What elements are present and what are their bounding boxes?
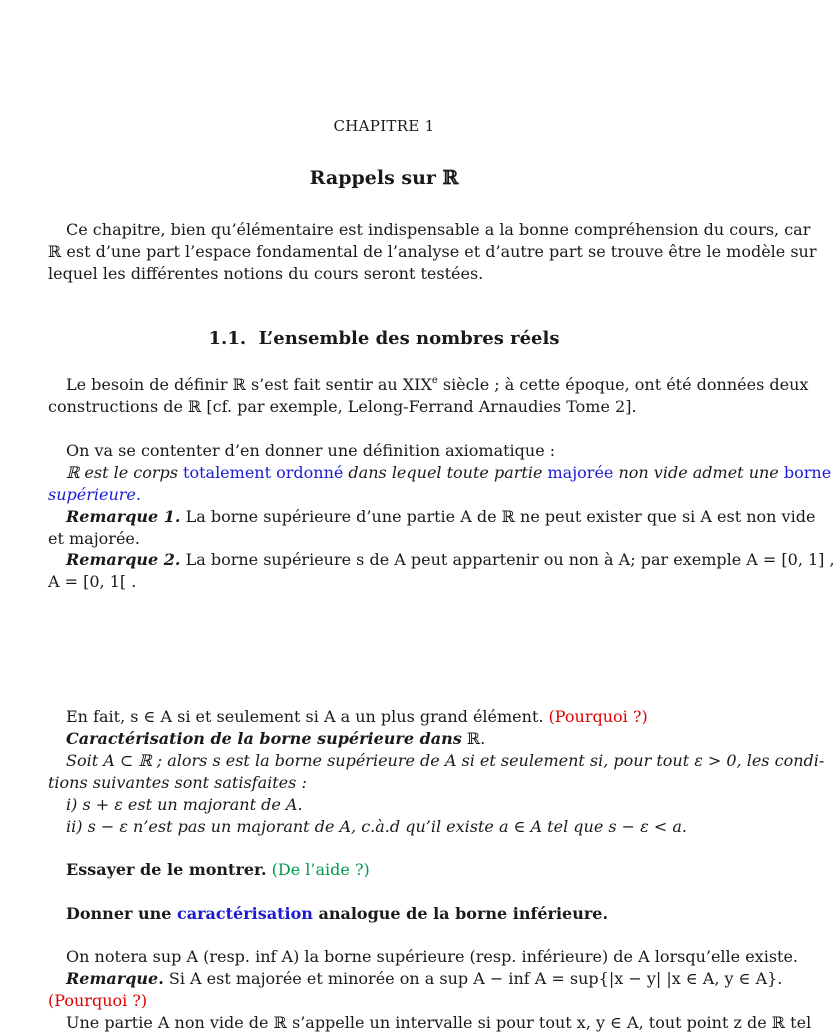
intro-line-1: Ce chapitre, bien qu’élémentaire est indispensable a la bonne compréhension du cours, car (66, 220, 811, 239)
remark3-line-1: Remarque. Si A est majorée et minorée on a sup A − inf A = sup{|x − y| |x ∈ A, y ∈ A}. (66, 969, 783, 988)
remark1-line-1: Remarque 1. La borne supérieure d’une partie A de ℝ ne peut exister que si A est non vide (66, 507, 816, 526)
section-heading (0, 328, 768, 350)
pourquoi-link-2[interactable]: (Pourquoi ?) (48, 991, 148, 1010)
donner-line: Donner une caractérisation analogue de la borne inférieure. (66, 904, 609, 923)
notera-line: On notera sup A (resp. inf A) la borne supérieure (resp. inférieure) de A lorsqu’elle existe. (66, 947, 799, 966)
intro-line-2: ℝ est d’une part l’espace fondamental de l’analyse et d’autre part se trouve être le modèle sur (48, 242, 817, 261)
link-superieure[interactable]: supérieure. (48, 485, 141, 504)
chapter-title: Rappels sur ℝ (309, 167, 459, 189)
condition-i: i) s + ε est un majorant de A. (66, 795, 303, 814)
definition-line-1: ℝ est le corps totalement ordonné dans lequel toute partie majorée non vide admet une borne (66, 463, 832, 482)
caracterisation-link[interactable]: caractérisation (177, 904, 313, 923)
intro-line-3: lequel les différentes notions du cours seront testées. (48, 264, 484, 283)
remark1-label: Remarque 1. (66, 507, 181, 526)
remark2-line-2: A = [0, 1[ . (48, 572, 137, 591)
p1-line-1: Le besoin de définir ℝ s’est fait sentir au XIXe siècle ; à cette époque, ont été données deux (66, 375, 809, 394)
caracterisation-heading: Caractérisation de la borne supérieure dans ℝ. (66, 729, 486, 748)
link-borne[interactable]: borne (783, 463, 832, 482)
intervalle-line: Une partie A non vide de ℝ s’appelle un intervalle si pour tout x, y ∈ A, tout point z de ℝ tel (66, 1013, 812, 1032)
link-majoree[interactable]: majorée (547, 463, 614, 482)
aide-link[interactable]: (De l’aide ?) (266, 860, 370, 879)
pourquoi-link-1[interactable]: (Pourquoi ?) (548, 707, 648, 726)
p1-line-2: constructions de ℝ [cf. par exemple, Lelong-Ferrand Arnaudies Tome 2]. (48, 397, 637, 416)
essayer-line: Essayer de le montrer. (De l’aide ?) (66, 860, 370, 879)
section-number: 1.1. (208, 328, 247, 349)
link-totalement-ordonne[interactable]: totalement ordonné (183, 463, 344, 482)
definition-line-2 (48, 484, 732, 506)
p2-line: On va se contenter d’en donner une définition axiomatique : (66, 441, 556, 460)
caracterisation-line-2: tions suivantes sont satisfaites : (48, 773, 307, 792)
remark2-line-1: Remarque 2. La borne supérieure s de A peut appartenir ou non à A; par exemple A = [0, 1] , (66, 550, 835, 569)
caracterisation-line-1: Soit A ⊂ ℝ ; alors s est la borne supérieure de A si et seulement si, pour tout ε > 0, les condi- (66, 751, 825, 770)
chapter-label: CHAPITRE 1 (333, 117, 435, 135)
remark1-line-2: et majorée. (48, 529, 140, 548)
remark2-label: Remarque 2. (66, 550, 181, 569)
condition-ii: ii) s − ε n’est pas un majorant de A, c.à.d qu’il existe a ∈ A tel que s − ε < a. (66, 817, 687, 836)
en-fait-line: En fait, s ∈ A si et seulement si A a un plus grand élément. (Pourquoi ?) (66, 707, 648, 726)
section-title: L’ensemble des nombres réels (258, 328, 560, 349)
remark3-line-2 (48, 990, 732, 1012)
remark3-label: Remarque. (66, 969, 164, 988)
